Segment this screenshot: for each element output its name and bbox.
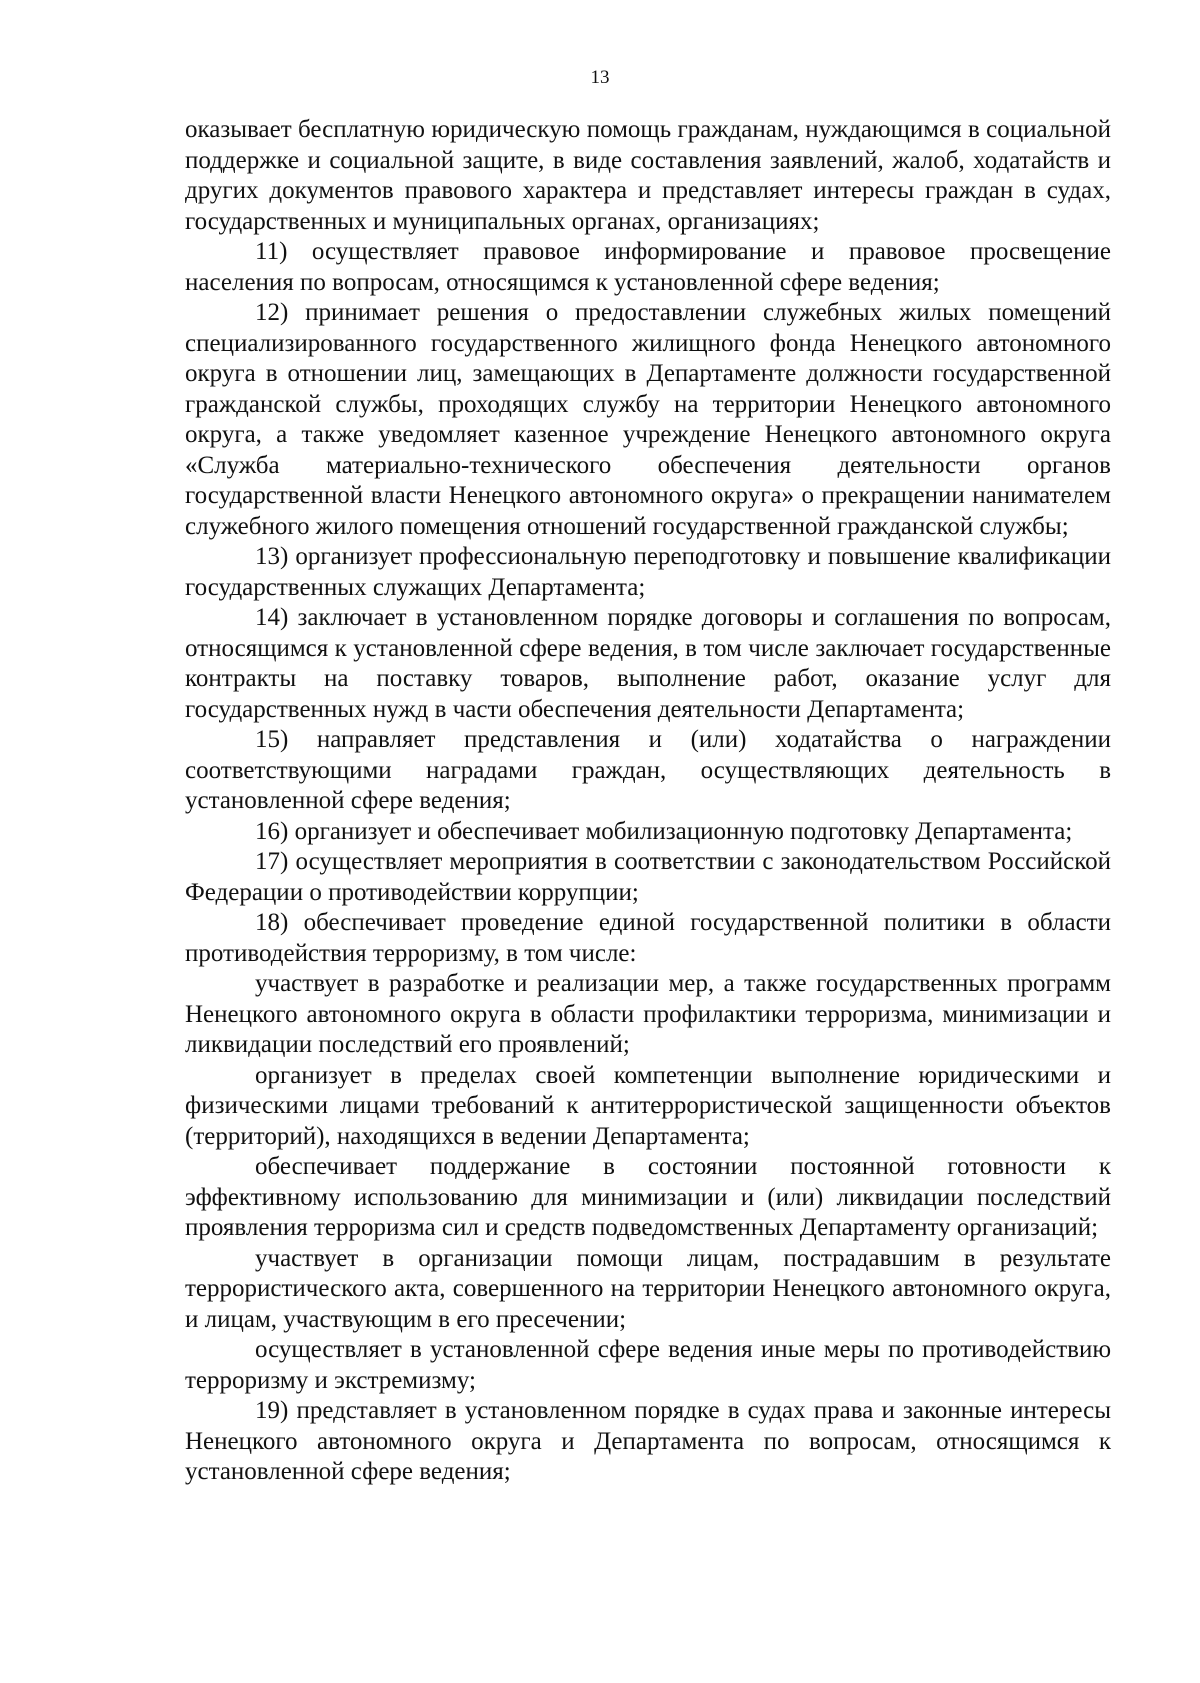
paragraph-subitem: обеспечивает поддержание в состоянии постоянной готовности к эффективному использованию для минимизации и (или) ликвидации последствий проявления терроризма сил и средств подведомственных Департаменту организаций; bbox=[185, 1153, 1111, 1241]
paragraph-subitem: организует в пределах своей компетенции выполнение юридическими и физическими лицами требований к антитеррористической защищенности объектов (территорий), находящихся в ведении Департамента; bbox=[185, 1061, 1111, 1150]
paragraph-item-19: 19) представляет в установленном порядке в судах права и законные интересы Ненецкого автономного округа и Департамента по вопросам, относящимся к установленной сфере ведения; bbox=[185, 1397, 1111, 1485]
paragraph-item-12: 12) принимает решения о предоставлении служебных жилых помещений специализированного государственного жилищного фонда Ненецкого автономного округа в отношении лиц, замещающих в Департаменте должности государственной гражданской службы, проходящих службу на территории Ненецкого автономного округа, а также уведомляет казенное учреждение Ненецкого автономного округа «Служба материально-технического обеспечения деятельности органов государственной власти Ненецкого автономного округа» о прекращении нанимателем служебного жилого помещения отношений государственной гражданской службы; bbox=[185, 299, 1111, 540]
paragraph-item-14: 14) заключает в установленном порядке договоры и соглашения по вопросам, относящимся к установленной сфере ведения, в том числе заключает государственные контракты на поставку товаров, выполнение работ, оказание услуг для государственных нужд в части обеспечения деятельности Департамента; bbox=[185, 604, 1111, 723]
paragraph-subitem: участвует в разработке и реализации мер, а также государственных программ Ненецкого автономного округа в области профилактики терроризма, минимизации и ликвидации последствий его проявлений; bbox=[185, 970, 1111, 1058]
document-body bbox=[185, 115, 1111, 1488]
paragraph-item-16: 16) организует и обеспечивает мобилизационную подготовку Департамента; bbox=[255, 817, 1073, 845]
paragraph-item-13: 13) организует профессиональную переподготовку и повышение квалификации государственных служащих Департамента; bbox=[185, 543, 1111, 601]
paragraph-item-11: 11) осуществляет правовое информирование и правовое просвещение населения по вопросам, относящимся к установленной сфере ведения; bbox=[185, 238, 1111, 296]
paragraph: оказывает бесплатную юридическую помощь гражданам, нуждающимся в социальной поддержке и социальной защите, в виде составления заявлений, жалоб, ходатайств и других документов правового характера и представляет интересы граждан в судах, государственных и муниципальных органах, организациях; bbox=[185, 116, 1111, 235]
paragraph-item-15: 15) направляет представления и (или) ходатайства о награждении соответствующими наградами граждан, осуществляющих деятельность в установленной сфере ведения; bbox=[185, 726, 1111, 814]
page-number: 13 bbox=[590, 67, 610, 88]
paragraph-subitem: участвует в организации помощи лицам, пострадавшим в результате террористического акта, совершенного на территории Ненецкого автономного округа, и лицам, участвующим в его пресечении; bbox=[185, 1244, 1111, 1333]
paragraph-item-17: 17) осуществляет мероприятия в соответствии с законодательством Российской Федерации о противодействии коррупции; bbox=[185, 848, 1111, 906]
paragraph-item-18: 18) обеспечивает проведение единой государственной политики в области противодействия терроризму, в том числе: bbox=[185, 909, 1111, 967]
paragraph-subitem: осуществляет в установленной сфере ведения иные меры по противодействию терроризму и экстремизму; bbox=[185, 1336, 1111, 1394]
